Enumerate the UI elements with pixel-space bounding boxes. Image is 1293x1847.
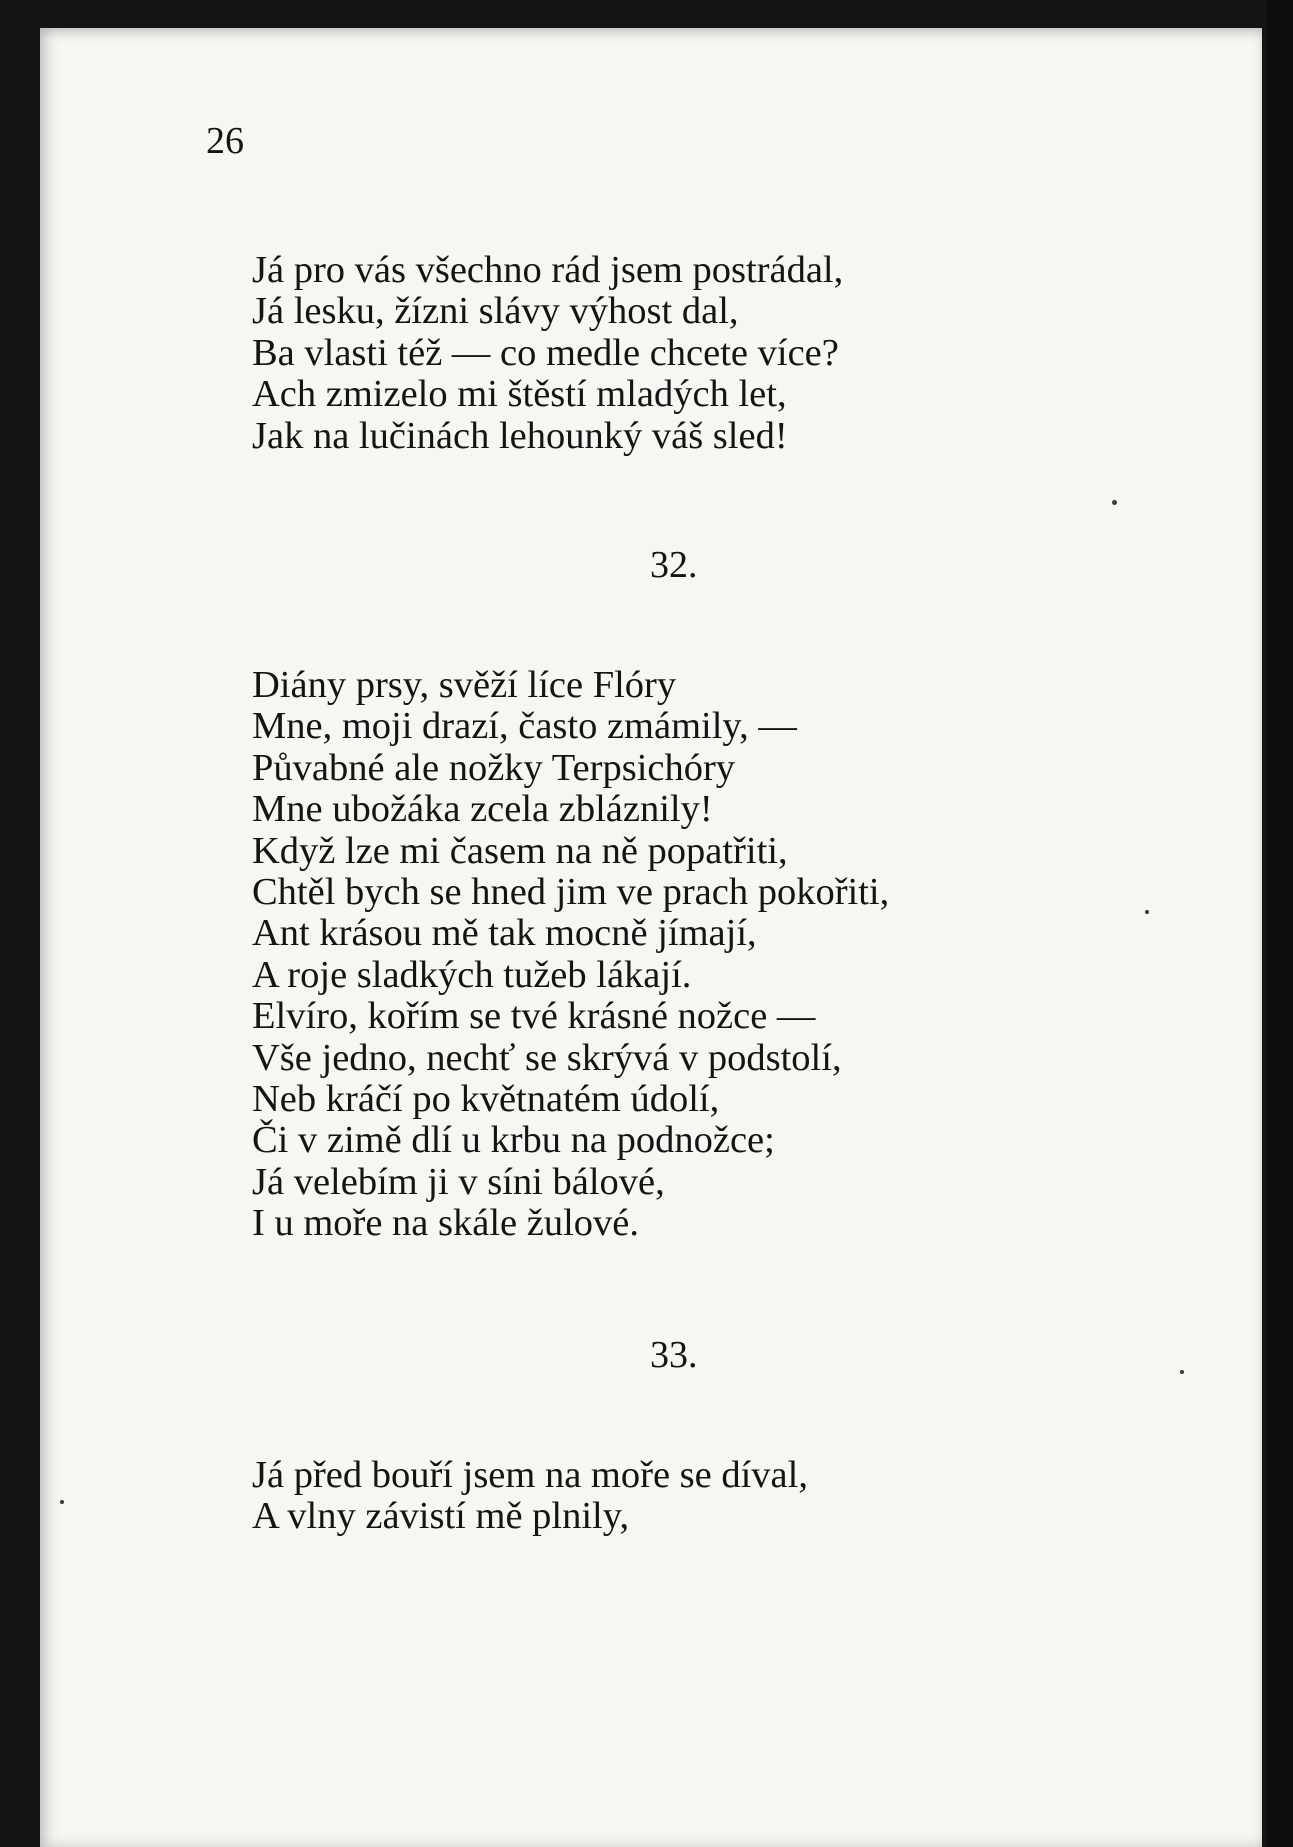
verse-line: Vše jedno, nechť se skrývá v podstolí,: [252, 1036, 842, 1079]
verse-line: I u moře na skále žulové.: [252, 1202, 639, 1245]
verse-line: Mne ubožáka zcela zbláznily!: [252, 788, 713, 831]
verse-line: Elvíro, kořím se tvé krásné nožce —: [252, 995, 816, 1038]
verse-line: Ant krásou mě tak mocně jímají,: [252, 912, 757, 955]
verse-line: Diány prsy, svěží líce Flóry: [252, 664, 677, 706]
print-speck: [60, 1500, 64, 1504]
page-number: 26: [206, 120, 244, 162]
verse-line: Mne, moji drazí, často zmámily, —: [252, 705, 797, 748]
verse-line: Chtěl bych se hned jim ve prach pokořiti,: [252, 871, 890, 914]
verse-line: Když lze mi časem na ně popatřiti,: [252, 829, 788, 872]
verse-line: Já velebím ji v síni bálové,: [252, 1160, 665, 1203]
verse-line: Ba vlasti též — co medle chcete více?: [252, 331, 839, 374]
poem-33-text: [252, 1455, 808, 1538]
page-edge-shadow: [1267, 0, 1293, 1847]
verse-line: Ach zmizelo mi štěstí mladých let,: [252, 373, 787, 416]
poem-number-33: 33.: [650, 1334, 698, 1376]
print-speck: [1180, 1370, 1184, 1374]
poem-number-32: 32.: [650, 544, 698, 586]
verse-line: Půvabné ale nožky Terpsichóry: [252, 746, 736, 789]
print-speck: [1112, 500, 1117, 505]
verse-line: Neb kráčí po květnatém údolí,: [252, 1078, 720, 1121]
verse-line: Jak na lučinách lehounký váš sled!: [252, 414, 788, 457]
verse-line: A roje sladkých tužeb lákají.: [252, 953, 692, 996]
verse-line: Já pro vás všechno rád jsem postrádal,: [252, 249, 844, 291]
print-speck: [1145, 910, 1149, 914]
verse-line: Já lesku, žízni slávy výhost dal,: [252, 290, 739, 333]
poem-32-text: [252, 665, 889, 1245]
verse-line: A vlny závistí mě plnily,: [252, 1495, 630, 1538]
verse-line: Já před bouří jsem na moře se díval,: [252, 1454, 808, 1496]
stanza-31-continuation: [252, 250, 843, 457]
verse-line: Či v zimě dlí u krbu na podnožce;: [252, 1119, 775, 1162]
